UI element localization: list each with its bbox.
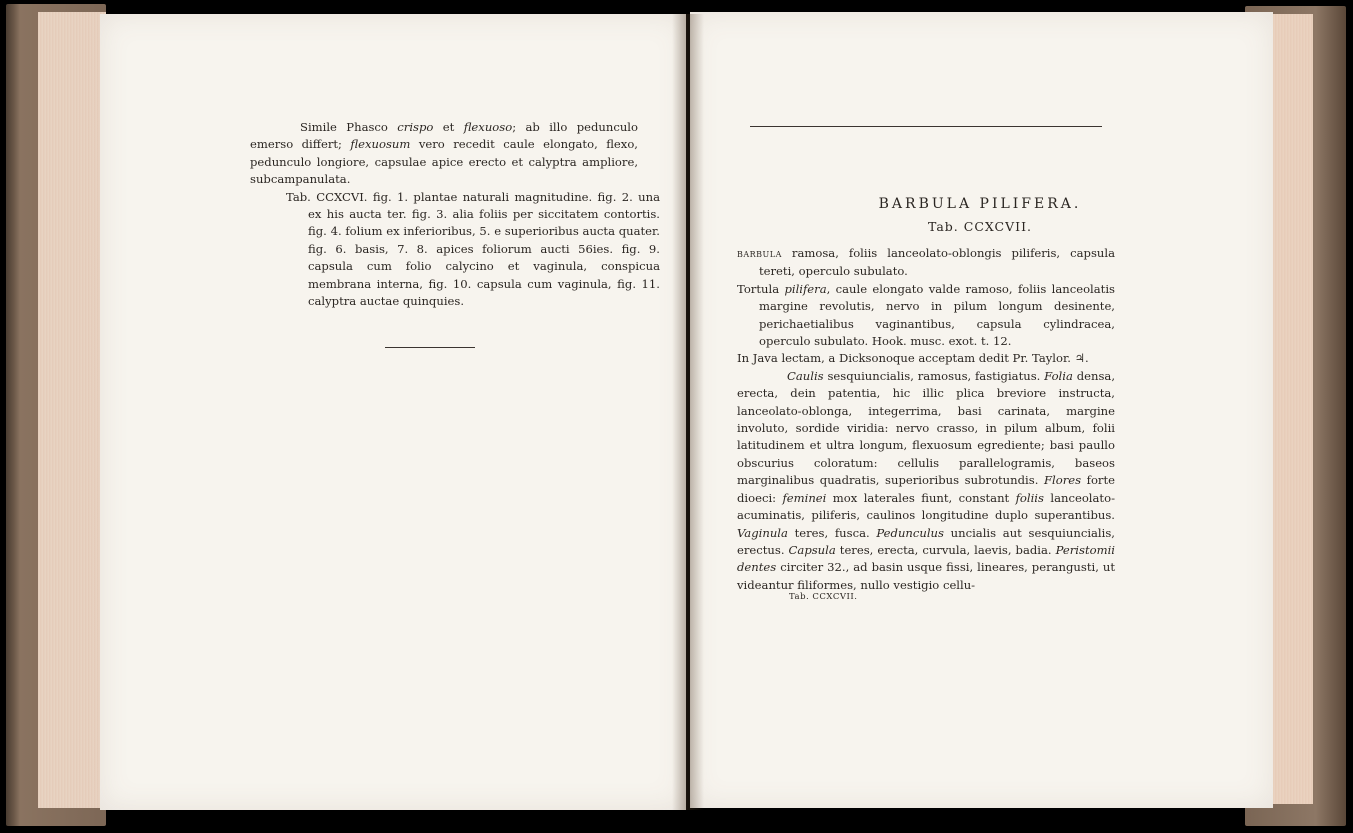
italic-term: Vaginula — [737, 525, 788, 540]
left-section-rule — [385, 347, 475, 348]
catchword: Tab. CCXCVII. — [789, 592, 858, 602]
text-run: vero recedit caule elongato, flexo, pedunculo longiore, capsulae apice erecto et calyptra ampliore, subcampanulata. — [250, 137, 638, 187]
species-title: BARBULA PILIFERA. — [878, 196, 1082, 212]
italic-term: Peristomii dentes — [737, 542, 1115, 575]
book-gutter — [672, 14, 704, 810]
italic-term: crispo — [397, 120, 434, 134]
left-page-edges — [38, 12, 106, 808]
text-run: , caule elongato valde ramoso, foliis lanceolatis margine revolutis, nervo in pilum longum desinente, perichaetialibus vaginantibus, capsula cylindracea, operculo subulato. Hook. musc. exot. t. 12. — [759, 281, 1115, 349]
left-paragraph-1 — [250, 119, 638, 189]
italic-term: Capsula — [788, 542, 836, 557]
species-diagnosis — [737, 245, 1115, 281]
text-run: uncialis aut sesquiuncialis, erectus. — [737, 525, 1115, 557]
genus-label: BARBULA — [737, 250, 782, 259]
italic-term: Flores — [1043, 473, 1082, 488]
synonym-entry — [737, 281, 1115, 351]
italic-term: foliis — [1015, 490, 1044, 505]
right-page-edges — [1273, 14, 1313, 804]
italic-term: Folia — [1044, 368, 1073, 383]
species-description — [737, 368, 1115, 594]
text-run: lanceolato-acuminatis, piliferis, caulinos longitudine duplo superantibus. — [737, 490, 1115, 523]
italic-term: Pedunculus — [876, 525, 944, 540]
text-run: ; ab illo pedunculo emerso differt; — [250, 120, 638, 152]
text-run: densa, erecta, dein patentia, hic illic plica breviore instructa, lanceolato-oblonga, integerrima, basi carinata, margine involuto, sordide viridia: nervo crasso, in pilum album, folii latitudinem et ultra longum, flexuosum egrediente; basi paullo obscurius coloratum: cellulis parallelogramis, baseos marginalibus quadratis, superioribus subrotundis. — [737, 368, 1116, 488]
right-page-text — [737, 245, 1115, 594]
italic-term: feminei — [782, 490, 827, 505]
text-run: teres, fusca. — [787, 525, 877, 540]
text-run: Tortula — [737, 281, 785, 296]
italic-term: Caulis — [787, 368, 824, 383]
plate-number: Tab. CCXCVII. — [927, 219, 1032, 234]
text-run: teres, erecta, curvula, laevis, badia. — [835, 542, 1056, 557]
text-run: sesquiuncialis, ramosus, fastigiatus. — [823, 368, 1045, 383]
right-top-rule — [750, 126, 1102, 127]
locality-note: In Java lectam, a Dicksonoque acceptam dedit Pr. Taylor. ♃. — [737, 351, 1089, 366]
text-run: forte dioeci: — [737, 473, 1115, 505]
italic-term: pilifera — [784, 281, 827, 296]
text-run: mox laterales fiunt, constant — [826, 490, 1016, 505]
left-paragraph-2-figure-legend: Tab. CCXCVI. fig. 1. plantae naturali magnitudine. fig. 2. una ex his aucta ter. fig. 3. alia foliis per siccitatem contortis. fig. 4. folium ex inferioribus, 5. e superioribus aucta quater. fig. 6. basis, 7. 8. apices foliorum aucti 56ies. fig. 9. capsula cum folio calycino et vaginula, conspicua membrana interna, fig. 10. capsula cum vaginula, fig. 11. calyptra auctae quinquies. — [286, 189, 660, 309]
text-run: circiter 32., ad basin usque fissi, lineares, perangusti, ut videantur filiformes, nullo vestigio cellu- — [737, 560, 1115, 592]
text-run: ramosa, foliis lanceolato-oblongis piliferis, capsula tereti, operculo subulato. — [759, 246, 1115, 279]
text-run: et — [433, 120, 464, 134]
left-page-text — [250, 119, 660, 310]
italic-term: flexuosum — [350, 137, 411, 152]
text-run: Simile Phasco — [300, 120, 398, 134]
italic-term: flexuoso — [463, 120, 513, 134]
